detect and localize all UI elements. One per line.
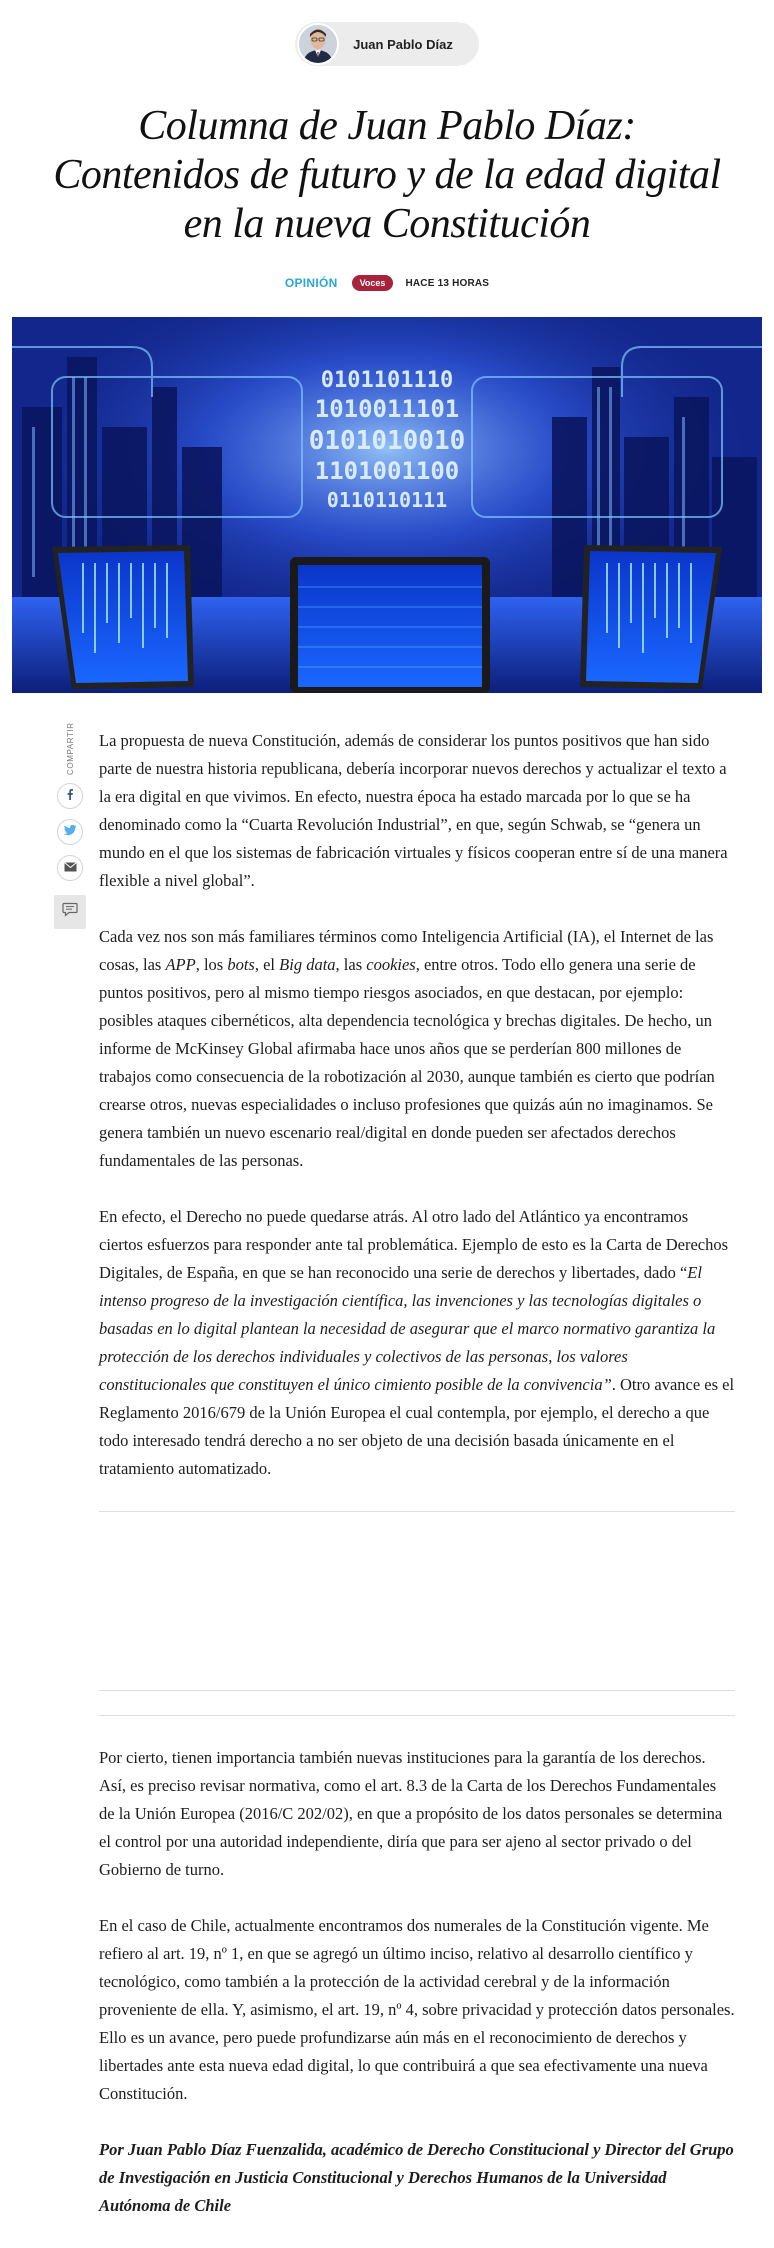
section-link[interactable]: OPINIÓN bbox=[284, 276, 338, 290]
paragraph-2: Cada vez nos son más familiares términos como Inteligencia Artificial (IA), el Internet de las cosas, las APP, los bots, el Big data, las cookies, entre otros. Todo ello genera una serie de puntos positivos, pero al mismo tiempo riesgos asociados, en que destacan, por ejemplo: posibles ataques cibernéticos, alta dependencia tecnológica y brechas digitales. De hecho, un informe de McKinsey Global afirmaba hace unos años que se perderían 800 millones de trabajos como consecuencia de la robotización al 2030, aunque también es cierto que podrían crearse otros, nuevas especialidades o incluso profesiones que quizás aún no imaginamos. Se genera también un nuevo escenario real/digital en donde pueden ser afectados derechos fundamentales de las personas. bbox=[99, 927, 715, 1170]
share-twitter-button[interactable] bbox=[57, 819, 83, 845]
share-email-button[interactable] bbox=[57, 855, 83, 881]
paragraph-5: En el caso de Chile, actualmente encontramos dos numerales de la Constitución vigente. Me refiero al art. 19, nº 1, en que se agregó un último inciso, relativo al desarrollo científico y tecnológico, como también a la protección de la actividad cerebral y de la información proveniente de ella. Y, asimismo, el art. 19, nº 4, sobre privacidad y protección datos personales. Ello es un avance, pero puede profundizarse aún más en el reconocimiento de derechos y libertades ante esta nueva edad digital, lo que contribuirá a que sea efectivamente una nueva Constitución. bbox=[99, 1916, 735, 2103]
author-pill[interactable] bbox=[295, 22, 479, 66]
svg-text:0101101110: 0101101110 bbox=[320, 368, 454, 393]
article-meta bbox=[0, 275, 774, 291]
facebook-icon bbox=[64, 787, 76, 805]
svg-text:0101010010: 0101010010 bbox=[308, 426, 466, 456]
share-bar bbox=[53, 722, 87, 929]
svg-text:1101001100: 1101001100 bbox=[314, 457, 460, 485]
comment-icon bbox=[62, 902, 78, 922]
article-body-wrap bbox=[0, 722, 774, 2220]
twitter-icon bbox=[64, 823, 77, 841]
email-icon bbox=[64, 859, 77, 877]
article-headline: Columna de Juan Pablo Díaz: Contenidos de futuro y de la edad digital en la nueva Constitución bbox=[53, 103, 721, 247]
author-signature: Por Juan Pablo Díaz Fuenzalida, académico de Derecho Constitucional y Director del Grupo de Investigación en Justicia Constitucional y Derechos Humanos de la Universidad Autónoma de Chile bbox=[99, 2140, 734, 2215]
charter-quote: El intenso progreso de la investigación científica, las invenciones y las tecnologías digitales o basadas en lo digital plantean la necesidad de asegurar que el marco normativo garantiza la protección de los derechos individuales y colectivos de las personas, los valores constitucionales que constituyen el único cimiento posible de la convivencia” bbox=[99, 1263, 716, 1394]
published-time: HACE 13 HORAS bbox=[405, 277, 490, 289]
author-name[interactable]: Juan Pablo Díaz bbox=[353, 36, 453, 52]
hero-image bbox=[12, 317, 762, 693]
ad-divider-mid bbox=[99, 1690, 735, 1691]
svg-text:1010011101: 1010011101 bbox=[314, 395, 460, 423]
svg-text:0110110111: 0110110111 bbox=[326, 488, 448, 512]
paragraph-1: La propuesta de nueva Constitución, además de considerar los puntos positivos que han sido parte de nuestra historia republicana, debería incorporar nuevos derechos y actualizar el texto a la era digital en que vivimos. En efecto, nuestra época ha estado marcada por lo que se ha denominado como la “Cuarta Revolución Industrial”, en que, según Schwab, se “genera un mundo en el que los sistemas de fabricación virtuales y físicos cooperan entre sí de una manera flexible a nivel global”. bbox=[99, 731, 728, 890]
ad-slot bbox=[99, 1512, 735, 1690]
share-facebook-button[interactable] bbox=[57, 783, 83, 809]
voces-badge[interactable]: Voces bbox=[352, 275, 394, 291]
ad-divider-bottom bbox=[99, 1715, 735, 1716]
share-label: COMPARTIR bbox=[65, 722, 75, 775]
paragraph-3: En efecto, el Derecho no puede quedarse atrás. Al otro lado del Atlántico ya encontramos ciertos esfuerzos para responder ante tal problemática. Ejemplo de esto es la Carta de Derechos Digitales, de España, en que se han reconocido una serie de derechos y libertades, dado “El intenso progreso de la investigación científica, las invenciones y las tecnologías digitales o basadas en lo digital plantean la necesidad de asegurar que el marco normativo garantiza la protección de los derechos individuales y colectivos de las personas, los valores constitucionales que constituyen el único cimiento posible de la convivencia”. Otro avance es el Reglamento 2016/679 de la Unión Europea el cual contempla, por ejemplo, el derecho a que todo interesado tendrá derecho a no ser objeto de una decisión basada únicamente en el tratamiento automatizado. bbox=[99, 1207, 735, 1478]
author-avatar bbox=[297, 23, 339, 65]
hero-illustration bbox=[12, 317, 762, 693]
article-body bbox=[99, 727, 735, 2220]
author-header bbox=[0, 0, 774, 66]
paragraph-4: Por cierto, tienen importancia también nuevas instituciones para la garantía de los derechos. Así, es preciso revisar normativa, como el art. 8.3 de la Carta de los Derechos Fundamentales de la Unión Europea (2016/C 202/02), en que a propósito de los datos personales se determina el control por una autoridad independiente, diría que para ser ajeno al sector privado o del Gobierno de turno. bbox=[99, 1748, 723, 1879]
comments-button[interactable] bbox=[54, 895, 86, 929]
